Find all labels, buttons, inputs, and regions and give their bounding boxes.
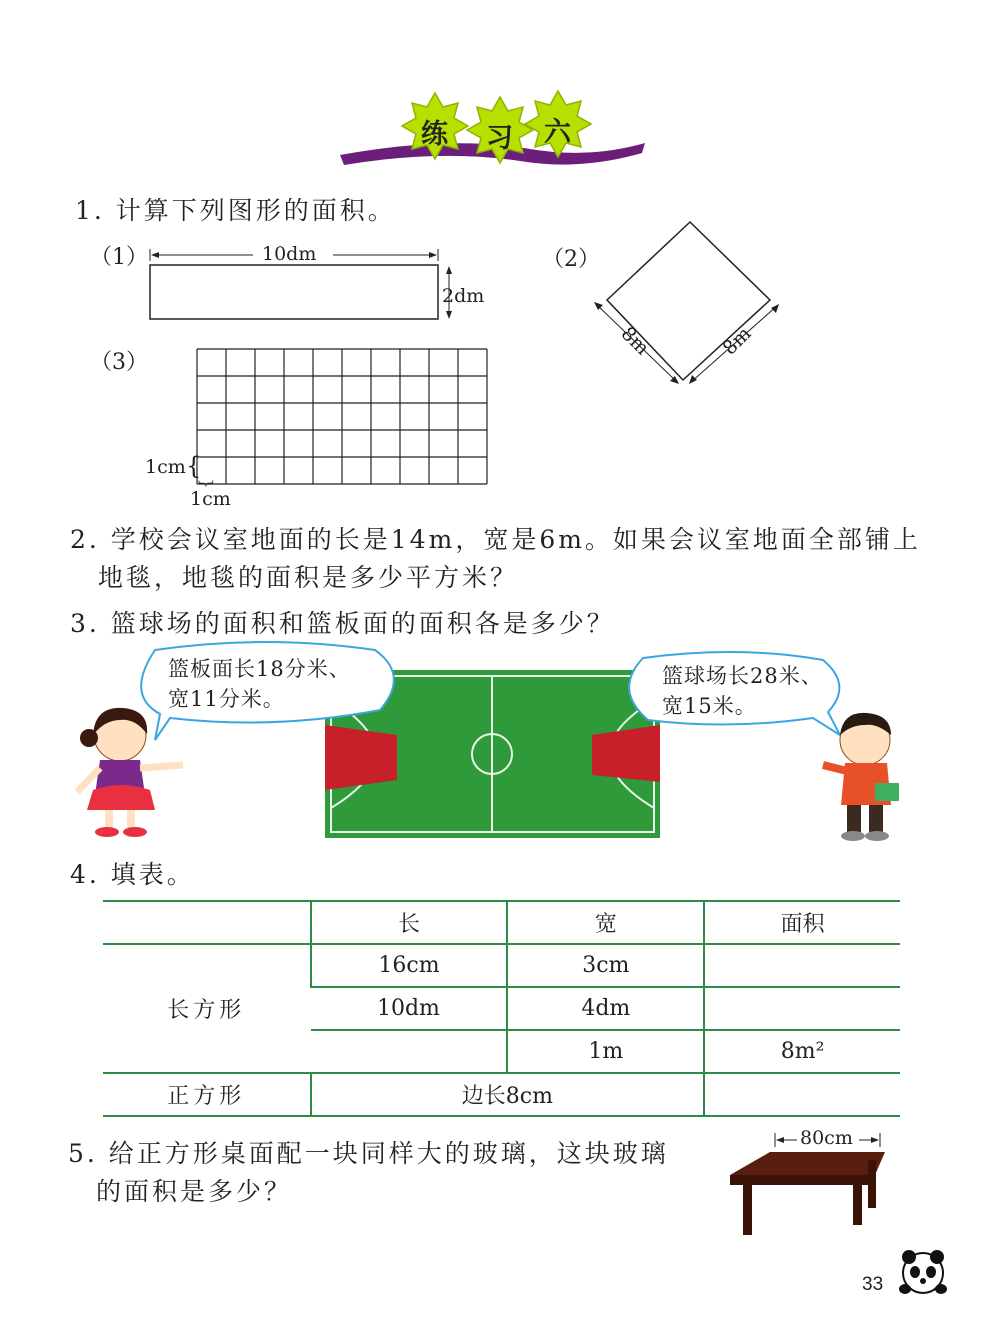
table-cell-blank[interactable] [311, 1030, 508, 1073]
boy-illustration [815, 705, 915, 845]
table-header-area: 面积 [704, 901, 900, 944]
question-2-line1: 2. 学校会议室地面的长是14m，宽是6m。如果会议室地面全部铺上 [70, 525, 921, 554]
grid-figure [195, 347, 490, 487]
table-header-width: 宽 [507, 901, 704, 944]
table-cell-blank[interactable] [704, 987, 900, 1030]
page-number: 33 [862, 1274, 884, 1295]
table-cell: 16cm [311, 944, 508, 987]
grid-cell-width-label: 1cm [190, 488, 231, 510]
table-cell: 1m [507, 1030, 704, 1073]
grid-width-brace: { [195, 478, 215, 489]
table-dimension-label: 80cm [800, 1127, 853, 1149]
table-row [103, 1073, 900, 1116]
q1-sub2-label: （2） [542, 247, 600, 272]
square-side-right: 8m [718, 322, 756, 360]
girl-bubble-line2: 宽11分米。 [168, 687, 285, 711]
rectangle-row-label: 长方形 [103, 944, 311, 1073]
square-side-cell: 边长8cm [311, 1073, 705, 1116]
rect-width-label: 2dm [442, 285, 485, 307]
table-cell-blank[interactable] [704, 944, 900, 987]
table-cell-blank[interactable] [704, 1073, 900, 1116]
girl-illustration [65, 700, 190, 840]
panda-icon [895, 1245, 950, 1300]
question-2-line2: 地毯，地毯的面积是多少平方米？ [98, 563, 519, 592]
girl-bubble-line1: 篮板面长18分米、 [168, 657, 351, 681]
table-cell: 8m² [704, 1030, 900, 1073]
table-row [103, 944, 900, 987]
q1-sub1-label: （1） [90, 245, 148, 270]
q1-sub3-label: （3） [90, 350, 148, 375]
boy-bubble-line2: 宽15米。 [662, 694, 757, 718]
square-side-left: 8m [616, 322, 654, 360]
table-cell: 4dm [507, 987, 704, 1030]
square-figure [590, 215, 790, 390]
table-header-blank [103, 901, 311, 944]
table-header-row [103, 901, 900, 944]
question-5-line1: 5. 给正方形桌面配一块同样大的玻璃，这块玻璃 [68, 1139, 669, 1168]
table-cell: 10dm [311, 987, 508, 1030]
title-char-1: 练 [421, 119, 448, 150]
rect-length-label: 10dm [262, 243, 317, 265]
square-row-label: 正方形 [103, 1073, 311, 1116]
table-cell: 3cm [507, 944, 704, 987]
table-header-length: 长 [311, 901, 508, 944]
desk-illustration [725, 1130, 890, 1240]
question-3: 3. 篮球场的面积和篮板面的面积各是多少？ [70, 609, 615, 638]
question-4: 4. 填表。 [70, 860, 195, 889]
grid-cell-height-label: 1cm [145, 456, 186, 478]
question-5-line2: 的面积是多少？ [96, 1177, 293, 1206]
grid-height-brace: { [186, 452, 202, 480]
title-char-2: 习 [486, 123, 513, 154]
boy-bubble-line1: 篮球场长28米、 [662, 664, 823, 688]
title-char-3: 六 [544, 117, 571, 148]
question-1: 1. 计算下列图形的面积。 [75, 196, 396, 225]
fill-table [103, 900, 900, 1117]
